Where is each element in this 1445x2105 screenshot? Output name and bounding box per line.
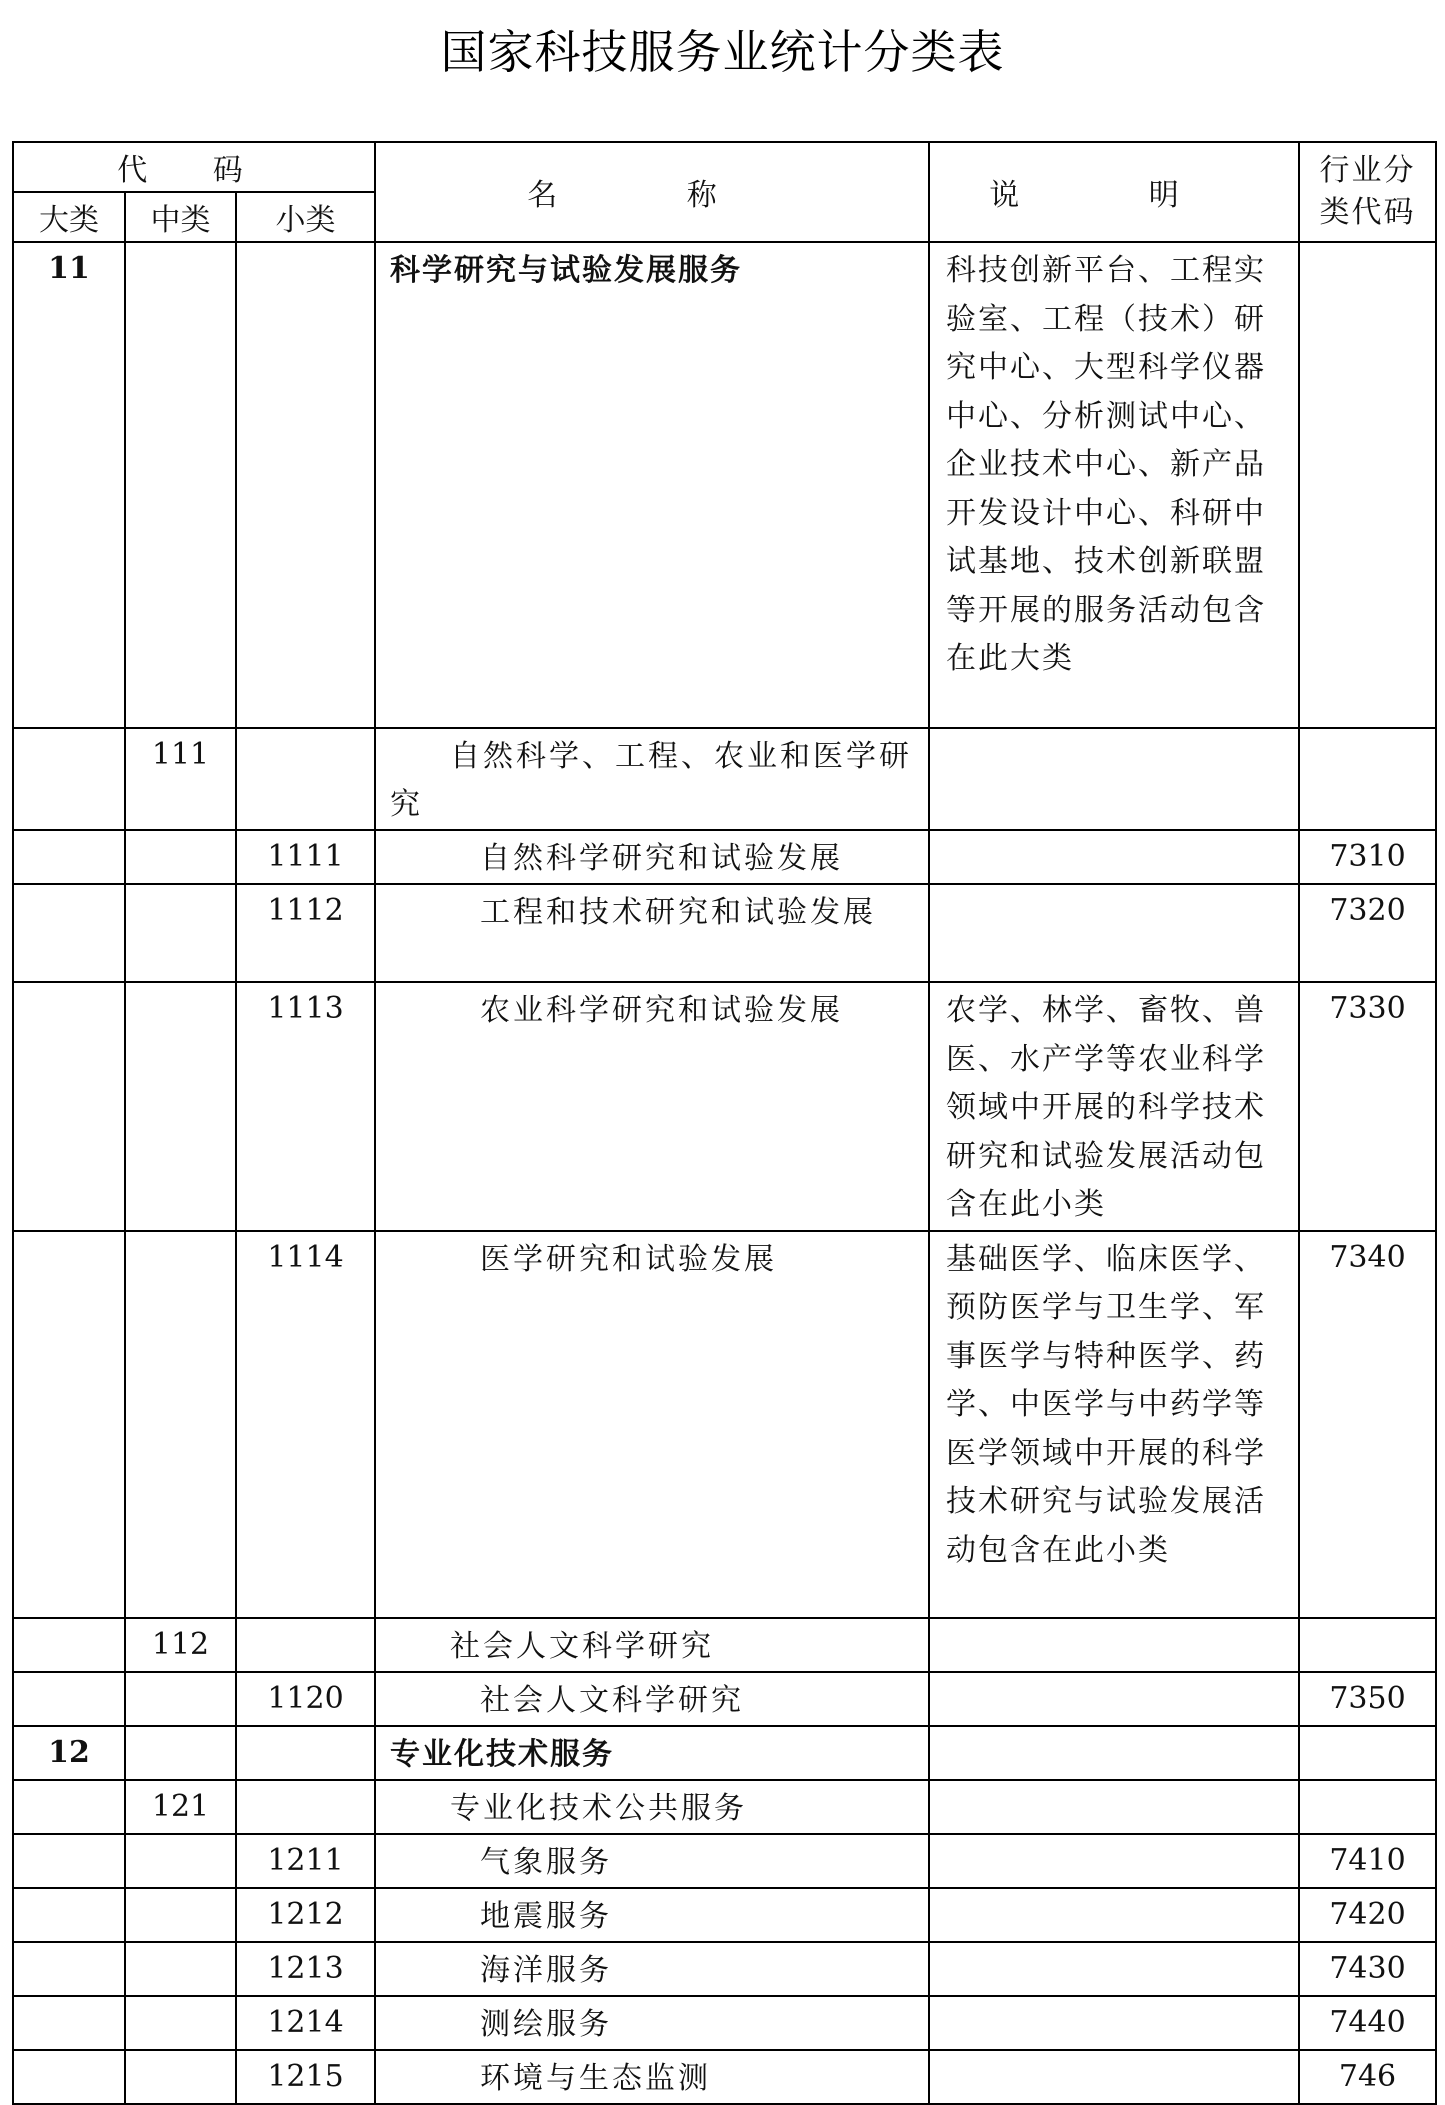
medium-code: [125, 830, 236, 884]
major-code: [13, 1780, 125, 1834]
category-name: 环境与生态监测: [375, 2050, 929, 2104]
header-industry-code: [1299, 142, 1436, 242]
category-name: 测绘服务: [375, 1996, 929, 2050]
category-description: [929, 1672, 1299, 1726]
header-code-group-label: 代 码: [117, 153, 271, 188]
minor-code: [236, 1780, 375, 1834]
category-name: 科学研究与试验发展服务: [375, 242, 929, 728]
category-name: 气象服务: [375, 1834, 929, 1888]
medium-code: [125, 1888, 236, 1942]
industry-code: 7350: [1299, 1672, 1436, 1726]
major-code: [13, 982, 125, 1231]
table-row: [13, 728, 1436, 830]
category-description: 基础医学、临床医学、预防医学与卫生学、军事医学与特种医学、药学、中医学与中药学等医学领域中开展的科学技术研究与试验发展活动包含在此小类: [929, 1231, 1299, 1618]
minor-code: [236, 728, 375, 830]
industry-code: 7330: [1299, 982, 1436, 1231]
medium-code: [125, 884, 236, 982]
table-row: [13, 2050, 1436, 2104]
medium-code: [125, 1672, 236, 1726]
industry-code: 7340: [1299, 1231, 1436, 1618]
category-name: 自然科学、工程、农业和医学研究: [375, 728, 929, 830]
major-code: [13, 2050, 125, 2104]
category-description: 科技创新平台、工程实验室、工程（技术）研究中心、大型科学仪器中心、分析测试中心、企业技术中心、新产品开发设计中心、科研中试基地、技术创新联盟等开展的服务活动包含在此大类: [929, 242, 1299, 728]
medium-code: [125, 1996, 236, 2050]
minor-code: 1215: [236, 2050, 375, 2104]
major-code: 12: [13, 1726, 125, 1780]
major-code: [13, 884, 125, 982]
industry-code: 7430: [1299, 1942, 1436, 1996]
header-major: 大类: [13, 192, 125, 242]
medium-code: [125, 1726, 236, 1780]
table-row: [13, 1942, 1436, 1996]
table-row: [13, 1672, 1436, 1726]
industry-code: [1299, 1780, 1436, 1834]
minor-code: 1212: [236, 1888, 375, 1942]
table-row: [13, 1231, 1436, 1618]
major-code: [13, 1834, 125, 1888]
minor-code: 1211: [236, 1834, 375, 1888]
major-code: [13, 1618, 125, 1672]
medium-code: 112: [125, 1618, 236, 1672]
major-code: [13, 1942, 125, 1996]
category-name: 海洋服务: [375, 1942, 929, 1996]
header-name-label: 名 称: [527, 178, 777, 213]
category-description: [929, 1726, 1299, 1780]
medium-code: [125, 1834, 236, 1888]
header-name: [375, 142, 929, 242]
category-name: 社会人文科学研究: [375, 1672, 929, 1726]
industry-code: [1299, 1618, 1436, 1672]
category-description: [929, 1834, 1299, 1888]
category-description: [929, 1942, 1299, 1996]
table-row: [13, 830, 1436, 884]
industry-code: 7420: [1299, 1888, 1436, 1942]
category-name: 农业科学研究和试验发展: [375, 982, 929, 1231]
document-title: 国家科技服务业统计分类表: [440, 25, 1005, 79]
industry-code: 746: [1299, 2050, 1436, 2104]
minor-code: [236, 1618, 375, 1672]
minor-code: [236, 1726, 375, 1780]
medium-code: [125, 1231, 236, 1618]
medium-code: [125, 1942, 236, 1996]
industry-code: [1299, 728, 1436, 830]
minor-code: 1214: [236, 1996, 375, 2050]
major-code: [13, 1672, 125, 1726]
header-code-group: [13, 142, 375, 192]
industry-code: 7410: [1299, 1834, 1436, 1888]
major-code: [13, 830, 125, 884]
medium-code: 121: [125, 1780, 236, 1834]
major-code: 11: [13, 242, 125, 728]
table-row: [13, 1726, 1436, 1780]
category-description: [929, 1618, 1299, 1672]
header-medium: 中类: [125, 192, 236, 242]
category-name: 专业化技术公共服务: [375, 1780, 929, 1834]
industry-code: 7440: [1299, 1996, 1436, 2050]
category-description: [929, 1888, 1299, 1942]
table-row: [13, 982, 1436, 1231]
industry-code: 7320: [1299, 884, 1436, 982]
table-row: [13, 1780, 1436, 1834]
table-row: [13, 1888, 1436, 1942]
category-name: 自然科学研究和试验发展: [375, 830, 929, 884]
minor-code: 1114: [236, 1231, 375, 1618]
table-body: [13, 242, 1436, 2104]
header-industry-code-label: 行业分类代码: [1319, 153, 1416, 230]
category-name: 社会人文科学研究: [375, 1618, 929, 1672]
classification-table: [12, 141, 1437, 2105]
header-minor: 小类: [236, 192, 375, 242]
industry-code: 7310: [1299, 830, 1436, 884]
major-code: [13, 1888, 125, 1942]
medium-code: [125, 982, 236, 1231]
table-row: [13, 1834, 1436, 1888]
header-description: [929, 142, 1299, 242]
minor-code: 1111: [236, 830, 375, 884]
category-name: 工程和技术研究和试验发展: [375, 884, 929, 982]
major-code: [13, 728, 125, 830]
category-description: [929, 884, 1299, 982]
medium-code: [125, 242, 236, 728]
category-name: 专业化技术服务: [375, 1726, 929, 1780]
major-code: [13, 1996, 125, 2050]
minor-code: 1120: [236, 1672, 375, 1726]
major-code: [13, 1231, 125, 1618]
category-description: [929, 830, 1299, 884]
industry-code: [1299, 1726, 1436, 1780]
industry-code: [1299, 242, 1436, 728]
minor-code: 1112: [236, 884, 375, 982]
category-description: 农学、林学、畜牧、兽医、水产学等农业科学领域中开展的科学技术研究和试验发展活动包含在此小类: [929, 982, 1299, 1231]
medium-code: 111: [125, 728, 236, 830]
table-row: [13, 1996, 1436, 2050]
category-name: 医学研究和试验发展: [375, 1231, 929, 1618]
category-description: [929, 728, 1299, 830]
minor-code: 1113: [236, 982, 375, 1231]
header-description-label: 说 明: [989, 178, 1239, 213]
medium-code: [125, 2050, 236, 2104]
minor-code: 1213: [236, 1942, 375, 1996]
category-description: [929, 2050, 1299, 2104]
minor-code: [236, 242, 375, 728]
table-row: [13, 242, 1436, 728]
category-description: [929, 1780, 1299, 1834]
table-row: [13, 884, 1436, 982]
category-name: 地震服务: [375, 1888, 929, 1942]
table-row: [13, 1618, 1436, 1672]
category-description: [929, 1996, 1299, 2050]
